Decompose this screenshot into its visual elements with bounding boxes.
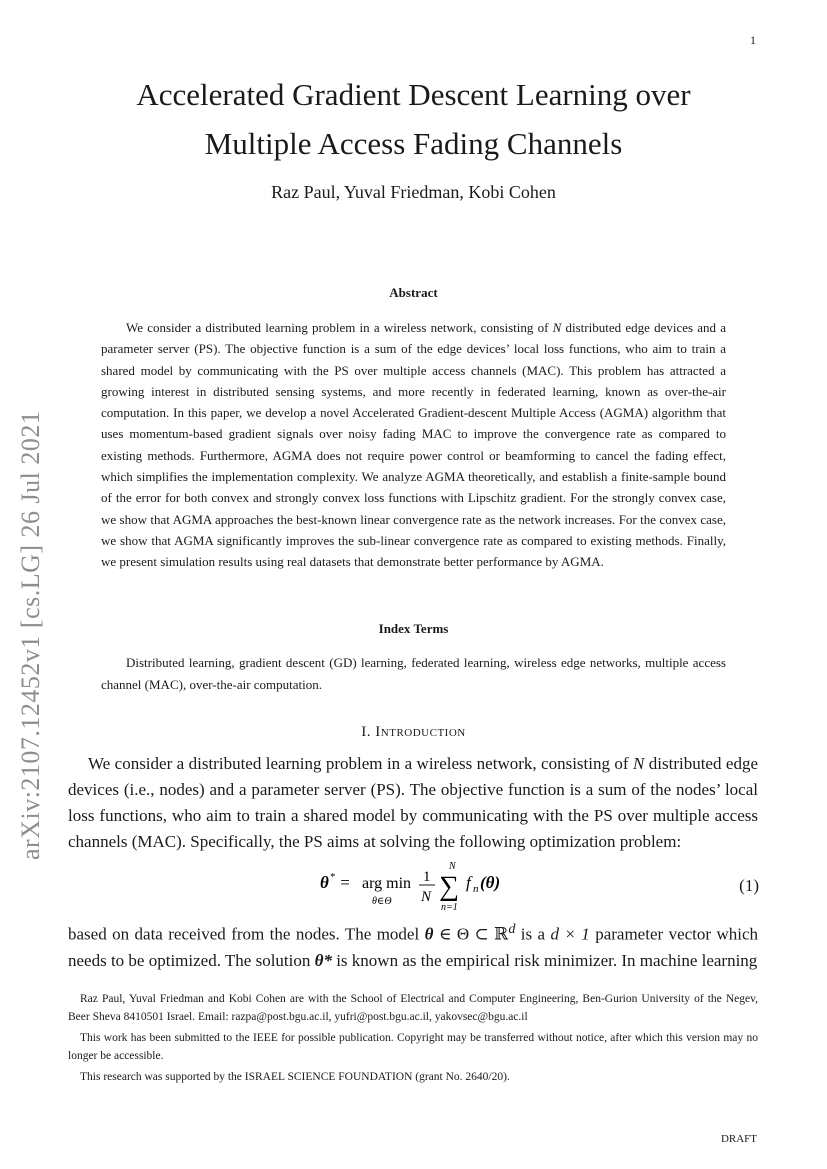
abstract-text xyxy=(101,317,726,573)
eq-theta: θ xyxy=(320,873,329,892)
eq-sum-sign: ∑ xyxy=(439,871,459,902)
paper-title xyxy=(60,70,767,168)
after-d-superscript: d xyxy=(508,921,516,937)
after-part-2: ∈ Θ ⊂ ℝ xyxy=(433,924,509,944)
after-part-4: parameter vector which needs to be optimized. The solution xyxy=(68,924,758,970)
eq-f-subscript: n xyxy=(473,883,479,895)
eq-argmin: arg min xyxy=(362,875,412,892)
abstract-part-2: distributed edge devices and a parameter server (PS). The objective function is a sum of the edge devices’ local loss functions, who aim to train a shared model by communicating with the PS over multiple access channels (MAC). This problem has attracted a growing interest in distributed sensing systems, and more recently in federated learning, known as over-the-air computation. In this paper, we develop a novel Accelerated Gradient-descent Multiple Access (AGMA) algorithm that uses momentum-based gradient signals over noisy fading MAC to improve the convergence rate as compared to existing methods. Furthermore, AGMA does not require power control or beamforming to cancel the fading effect, which simplifies the implementation complexity. We analyze AGMA theoretically, and establish a finite-sample bound of the error for both convex and strongly convex loss functions with Lipschitz gradient. For the strongly convex case, we show that AGMA approaches the best-known linear convergence rate as the network increases. For the convex case, we show that AGMA significantly improves the sub-linear convergence rate as compared to existing methods. Finally, we present simulation results using real datasets that demonstrate better performance by AGMA. xyxy=(101,320,726,570)
title-line-1: Accelerated Gradient Descent Learning over xyxy=(136,77,691,112)
eq-sum-upper: N xyxy=(449,861,456,872)
footnote-funding: This research was supported by the ISRAEL SCIENCE FOUNDATION (grant No. 2640/20). xyxy=(80,1071,510,1083)
eq-f: f xyxy=(466,873,471,892)
eq-frac-numerator: 1 xyxy=(423,869,431,885)
eq-argmin-subscript: θ∈Θ xyxy=(372,896,392,907)
after-part-3: is a xyxy=(515,924,551,944)
abstract-heading: Abstract xyxy=(389,285,438,300)
section-number: I. xyxy=(361,724,376,740)
footnote-affiliations: Raz Paul, Yuval Friedman and Kobi Cohen are with the School of Electrical and Computer Engineering, Ben-Gurion University of the Negev, Beer Sheva 8410501 Israel. Email: razpa@post.bgu.ac.il, yufri@post.bgu.ac.il, yakovsec@bgu.ac.il xyxy=(68,993,758,1023)
eq-frac-denominator: N xyxy=(421,889,432,905)
footnote-ieee-notice: This work has been submitted to the IEEE for possible publication. Copyright may be transferred without notice, after which this version may no longer be accessible. xyxy=(68,1032,758,1062)
arxiv-stamp: arXiv:2107.12452v1 [cs.LG] 26 Jul 2021 xyxy=(16,410,45,860)
eq-sum-lower: n=1 xyxy=(441,902,458,913)
index-terms-text: Distributed learning, gradient descent (GD) learning, federated learning, wireless edge networks, multiple access channel (MAC), over-the-air computation. xyxy=(101,655,726,692)
paragraph-after-equation xyxy=(68,916,758,974)
introduction-paragraph xyxy=(68,751,758,855)
authors: Raz Paul, Yuval Friedman, Kobi Cohen xyxy=(271,182,556,202)
after-theta: θ xyxy=(424,924,434,944)
equation-1 xyxy=(320,858,520,916)
intro-part-1: We consider a distributed learning problem in a wireless network, consisting of xyxy=(88,754,633,773)
after-theta-star: θ* xyxy=(314,950,332,970)
index-terms-heading: Index Terms xyxy=(378,621,449,636)
section-heading xyxy=(60,724,767,741)
section-title: Introduction xyxy=(375,724,466,740)
after-part-5: is known as the empirical risk minimizer. In machine learning xyxy=(331,950,758,970)
title-line-2: Multiple Access Fading Channels xyxy=(204,126,623,161)
intro-n-symbol: N xyxy=(633,754,645,773)
eq-equals: = xyxy=(336,873,355,892)
intro-part-2: distributed edge devices (i.e., nodes) and a parameter server (PS). The objective function is a sum of the nodes’ local loss functions, who aim to train a shared model by communicating with the PS over multiple access channels (MAC). Specifically, the PS aims at solving the following optimization problem: xyxy=(68,754,758,851)
after-dimension: d × 1 xyxy=(550,924,590,944)
abstract-part-1: We consider a distributed learning problem in a wireless network, consisting of xyxy=(126,320,553,335)
page-number: 1 xyxy=(750,33,756,47)
draft-label: DRAFT xyxy=(720,1133,757,1145)
eq-arg: (θ) xyxy=(480,873,501,892)
after-part-1: based on data received from the nodes. The model xyxy=(68,924,425,944)
equation-number: (1) xyxy=(739,876,759,895)
eq-star: * xyxy=(330,871,336,883)
abstract-n-symbol: N xyxy=(552,320,562,335)
